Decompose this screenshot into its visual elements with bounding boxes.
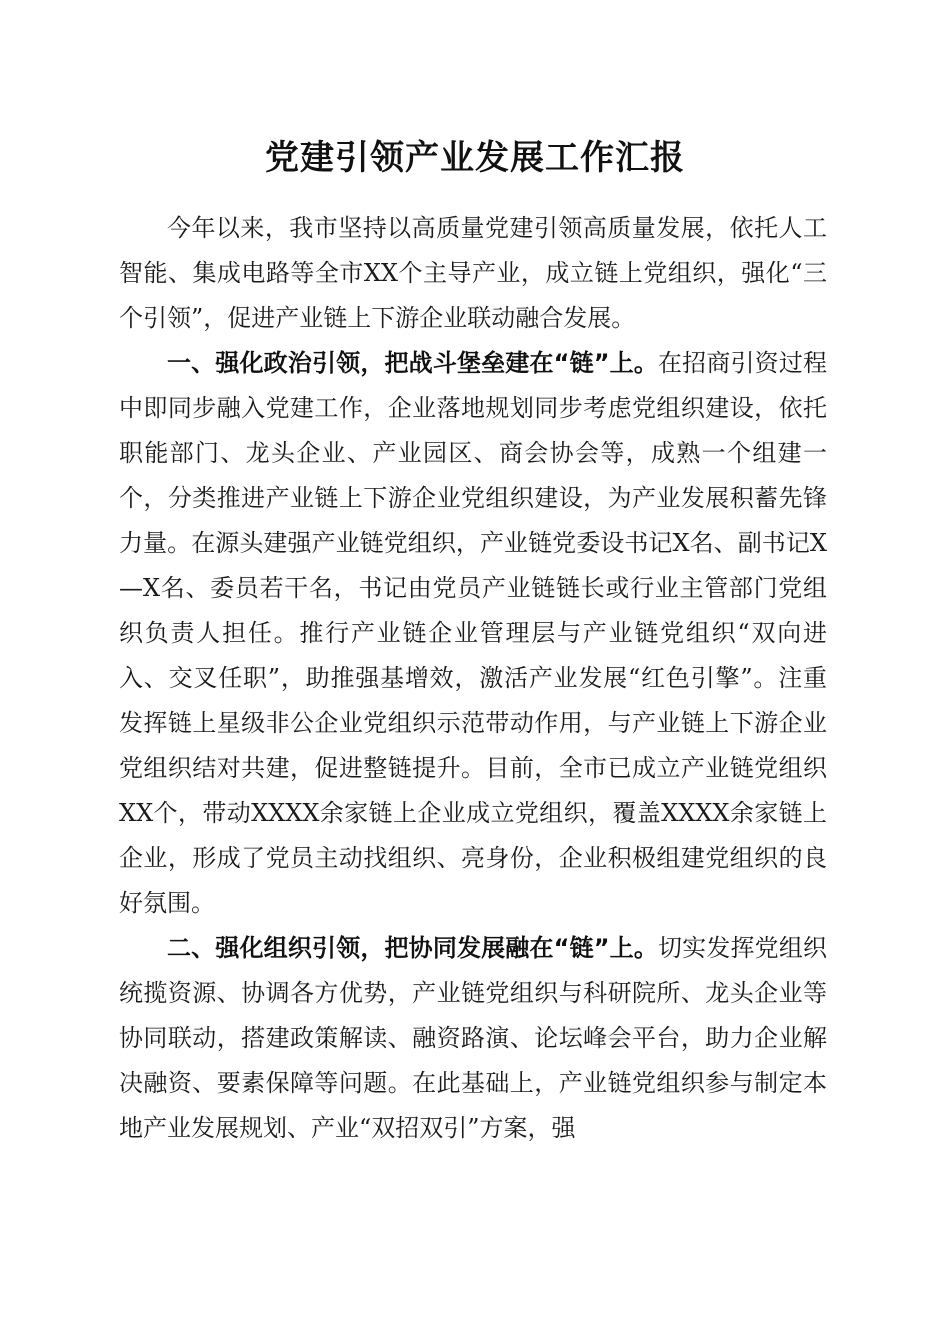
document-body: [119, 206, 827, 1151]
intro-paragraph: 今年以来，我市坚持以高质量党建引领高质量发展，依托人工智能、集成电路等全市XX个主导产业，成立链上党组织，强化“三个引领”，促进产业链上下游企业联动融合发展。: [119, 214, 827, 332]
section-paragraph-2: [119, 926, 827, 1151]
section-heading-2: 二、强化组织引领，把协同发展融在“链”上。: [167, 934, 659, 962]
document-title: 党建引领产业发展工作汇报: [265, 138, 685, 178]
section-text-2: 切实发挥党组织统揽资源、协调各方优势，产业链党组织与科研院所、龙头企业等协同联动，搭建政策解读、融资路演、论坛峰会平台，助力企业解决融资、要素保障等问题。在此基础上，产业链党组织参与制定本地产业发展规划、产业“双招双引”方案，强: [119, 934, 828, 1142]
section-text-1: 在招商引资过程中即同步融入党建工作，企业落地规划同步考虑党组织建设，依托职能部门、龙头企业、产业园区、商会协会等，成熟一个组建一个，分类推进产业链上下游企业党组织建设，为产业发展积蓄先锋力量。在源头建强产业链党组织，产业链党委设书记X名、副书记X—X名、委员若干名，书记由党员产业链链长或行业主管部门党组织负责人担任。推行产业链企业管理层与产业链党组织“双向进入、交叉任职”，助推强基增效，激活产业发展“红色引擎”。注重发挥链上星级非公企业党组织示范带动作用，与产业链上下游企业党组织结对共建，促进整链提升。目前，全市已成立产业链党组织XX个，带动XXXX余家链上企业成立党组织，覆盖XXXX余家链上企业，形成了党员主动找组织、亮身份，企业积极组建党组织的良好氛围。: [119, 349, 828, 917]
section-heading-1: 一、强化政治引领，把战斗堡垒建在“链”上。: [167, 349, 659, 377]
section-paragraph-1: [119, 341, 827, 926]
